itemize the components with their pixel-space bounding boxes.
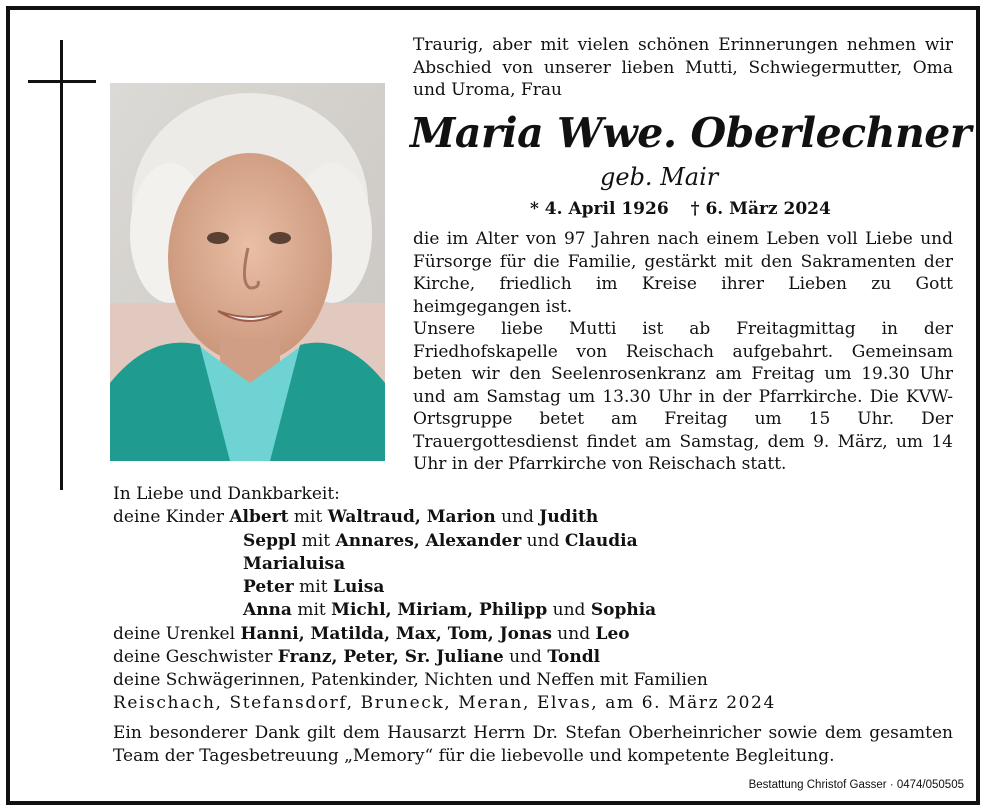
urenkel-names: Hanni, Matilda, Max, Tom, Jonas [240,623,552,644]
life-dates [530,199,831,219]
mourners-row [113,530,873,553]
mourners-row [113,599,873,622]
connector: und [551,623,596,644]
mourners-row [113,646,873,669]
undertaker-info: Bestattung Christof Gasser · 0474/050505 [748,779,964,791]
relative-names: Michl, Miriam, Philipp [331,600,548,621]
relative-names: Annares, Alexander [335,530,522,551]
kinder-label: deine Kinder [113,507,230,528]
connector: und [503,647,548,668]
connector: und [495,507,540,528]
portrait-photo [110,83,385,461]
child-name: Albert [229,507,289,528]
intro-text: Traurig, aber mit vielen schönen Erinnerungen nehmen wir Abschied von unserer lieben Mutti, Schwiegermutter, Oma und Uroma, Frau [413,35,953,100]
child-name: Peter [243,577,294,598]
child-name: Seppl [243,530,297,551]
thanks-text: Ein besonderer Dank gilt dem Hausarzt Herrn Dr. Stefan Oberheinricher sowie dem gesamten Team der Tagesbetreuung „Memory“ für die liebevolle und kompetente Begleitung. [113,723,953,767]
cross-icon-bar [28,80,96,83]
birth-date: * 4. April 1926 [530,199,669,219]
cross-icon [60,40,63,490]
body-paragraph-1: die im Alter von 97 Jahren nach einem Leben voll Liebe und Fürsorge für die Familie, gestärkt mit den Sakramenten der Kirche, friedlich im Kreise ihrer Lieben zu Gott heimgegangen ist. [413,229,953,317]
relative-names: Claudia [564,530,638,551]
mourners-heading: In Liebe und Dankbarkeit: [113,484,340,504]
mourners-row [113,576,873,599]
child-name: Anna [243,600,292,621]
connector: und [521,530,565,551]
connector: und [547,600,591,621]
mourners-list [113,483,873,693]
connector: mit [291,600,332,621]
mourners-row [113,506,873,529]
child-name: Marialuisa [243,553,346,574]
urenkel-label: deine Urenkel [113,623,241,644]
death-date: † 6. März 2024 [690,199,831,219]
place-date: Reischach, Stefansdorf, Bruneck, Meran, Elvas, am 6. März 2024 [113,693,776,713]
connector: mit [293,577,333,598]
geschwister-label: deine Geschwister [113,647,278,668]
mourners-others: deine Schwägerinnen, Patenkinder, Nichten und Neffen mit Familien [113,670,708,691]
relative-names: Waltraud, Marion [327,507,496,528]
connector: mit [296,530,336,551]
body-paragraph-2: Unsere liebe Mutti ist ab Freitagmittag in der Friedhofskapelle von Reischach aufgebahrt. Gemeinsam beten wir den Seelenrosenkranz am Freitag um 19.30 Uhr und am Samstag um 13.30 Uhr in der Pfarrkirche. Die KVW-Ortsgruppe betet am Freitag um 15 Uhr. Der Trauergottesdienst findet am Samstag, dem 9. März, um 14 Uhr in der Pfarrkirche von Reischach statt. [413,319,953,474]
mourners-row [113,623,873,646]
obituary-body [413,228,953,476]
relative-names: Luisa [332,577,385,598]
relative-names: Judith [539,507,599,528]
geschwister-last: Tondl [547,647,601,668]
urenkel-last: Leo [595,623,630,644]
deceased-name: Maria Wwe. Oberlechner [410,109,971,157]
mourners-row [113,553,873,576]
relative-names: Sophia [590,600,657,621]
birth-name: geb. Mair [600,163,719,191]
geschwister-names: Franz, Peter, Sr. Juliane [277,647,504,668]
connector: mit [288,507,328,528]
